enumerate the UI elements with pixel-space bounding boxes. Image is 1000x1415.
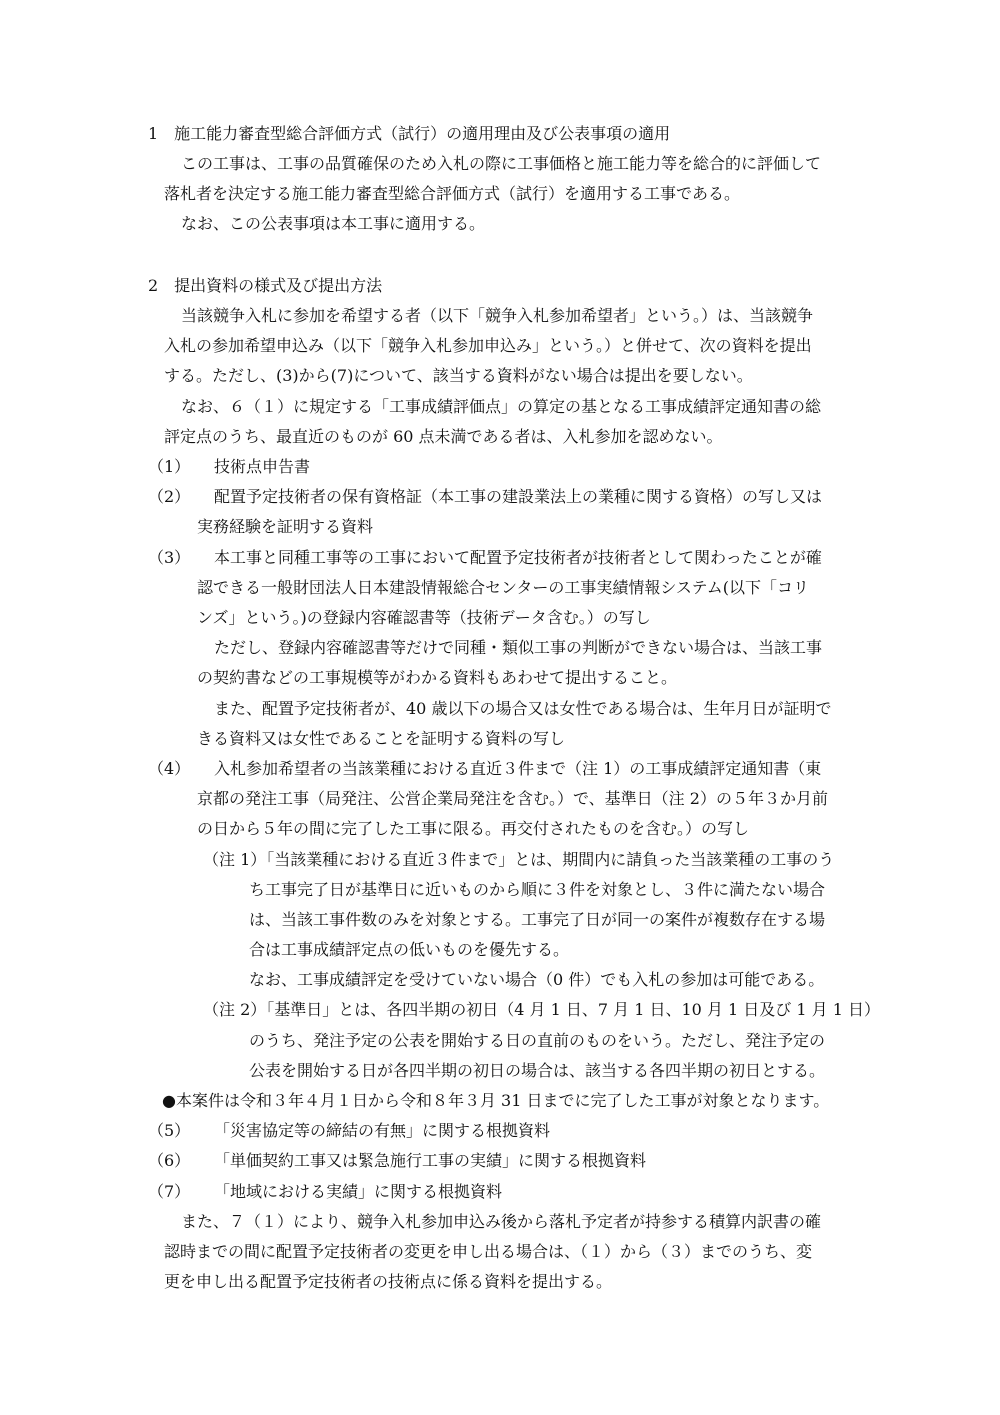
item-5-line-1: 「災害協定等の締結の有無」に関する根拠資料: [214, 1121, 551, 1140]
item-2-number: （2）: [148, 487, 191, 506]
item-3-line-5: の契約書などの工事規模等がわかる資料もあわせて提出すること。: [197, 668, 678, 687]
item-3-line-2: 認できる一般財団法人日本建設情報総合センターの工事実績情報システム(以下「コリ: [197, 578, 810, 597]
section-2-paragraph-1-line-3: する。ただし、(3)から(7)について、該当する資料がない場合は提出を要しない。: [164, 366, 753, 385]
section-2-paragraph-3-line-2: 認時までの間に配置予定技術者の変更を申し出る場合は、（１）から（３）までのうち、変: [164, 1242, 813, 1261]
target-period-notice: ●本案件は令和３年４月１日から令和８年３月 31 日までに完了した工事が対象となります。: [162, 1091, 830, 1110]
section-2-paragraph-1-line-1: 当該競争入札に参加を希望する者（以下「競争入札参加希望者」という。）は、当該競争: [181, 306, 814, 325]
item-4-line-2: 京都の発注工事（局発注、公営企業局発注を含む。）で、基準日（注 2）の５年３か月前: [197, 789, 828, 808]
item-5-number: （5）: [148, 1121, 191, 1140]
note-1-line-1: （注 1）「当該業種における直近３件まで」とは、期間内に請負った当該業種の工事のう: [203, 850, 835, 869]
item-4-number: （4）: [148, 759, 191, 778]
note-1-line-3: は、当該工事件数のみを対象とする。工事完了日が同一の案件が複数存在する場: [249, 910, 826, 929]
note-1-line-5: なお、工事成績評定を受けていない場合（0 件）でも入札の参加は可能である。: [249, 970, 825, 989]
item-3-line-6: また、配置予定技術者が、40 歳以下の場合又は女性である場合は、生年月日が証明で: [214, 699, 832, 718]
note-2-line-3: 公表を開始する日が各四半期の初日の場合は、該当する各四半期の初日とする。: [249, 1061, 826, 1080]
section-2-paragraph-2-line-1: なお、６（１）に規定する「工事成績評価点」の算定の基となる工事成績評定通知書の総: [181, 397, 822, 416]
item-1-line-1: 技術点申告書: [214, 457, 311, 476]
item-2-line-1: 配置予定技術者の保有資格証（本工事の建設業法上の業種に関する資格）の写し又は: [214, 487, 823, 506]
note-2-line-1: （注 2）「基準日」とは、各四半期の初日（4 月 1 日、7 月 1 日、10 月 1 日及び 1 月 1 日）: [203, 1000, 881, 1019]
section-1-paragraph-2: なお、この公表事項は本工事に適用する。: [181, 214, 486, 233]
section-2-heading: 2 提出資料の様式及び提出方法: [148, 276, 383, 295]
item-3-line-4: ただし、登録内容確認書等だけで同種・類似工事の判断ができない場合は、当該工事: [214, 638, 823, 657]
note-1-line-4: 合は工事成績評定点の低いものを優先する。: [249, 940, 570, 959]
note-2-line-2: のうち、発注予定の公表を開始する日の直前のものをいう。ただし、発注予定の: [249, 1031, 826, 1050]
section-2-paragraph-1-line-2: 入札の参加希望申込み（以下「競争入札参加申込み」という。）と併せて、次の資料を提出: [164, 336, 812, 355]
section-1-heading: 1 施工能力審査型総合評価方式（試行）の適用理由及び公表事項の適用: [148, 124, 671, 143]
item-7-number: （7）: [148, 1182, 191, 1201]
item-6-line-1: 「単価契約工事又は緊急施行工事の実績」に関する根拠資料: [214, 1151, 647, 1170]
item-4-line-1: 入札参加希望者の当該業種における直近３件まで（注 1）の工事成績評定通知書（東: [214, 759, 822, 778]
section-1-paragraph-1-line-2: 落札者を決定する施工能力審査型総合評価方式（試行）を適用する工事である。: [164, 184, 741, 203]
item-6-number: （6）: [148, 1151, 191, 1170]
item-1-number: （1）: [148, 457, 191, 476]
item-3-line-7: きる資料又は女性であることを証明する資料の写し: [197, 729, 566, 748]
note-1-line-2: ち工事完了日が基準日に近いものから順に３件を対象とし、３件に満たない場合: [249, 880, 826, 899]
item-2-line-2: 実務経験を証明する資料: [197, 517, 374, 536]
item-3-line-3: ンズ」という。)の登録内容確認書等（技術データ含む。）の写し: [197, 608, 651, 627]
section-2-paragraph-3-line-1: また、７（１）により、競争入札参加申込み後から落札予定者が持参する積算内訳書の確: [181, 1212, 822, 1231]
item-3-number: （3）: [148, 548, 191, 567]
item-3-line-1: 本工事と同種工事等の工事において配置予定技術者が技術者として関わったことが確: [214, 548, 822, 567]
section-2-paragraph-2-line-2: 評定点のうち、最直近のものが 60 点未満である者は、入札参加を認めない。: [164, 427, 723, 446]
item-7-line-1: 「地域における実績」に関する根拠資料: [214, 1182, 503, 1201]
section-1-paragraph-1-line-1: この工事は、工事の品質確保のため入札の際に工事価格と施工能力等を総合的に評価して: [181, 154, 822, 173]
item-4-line-3: の日から５年の間に完了した工事に限る。再交付されたものを含む。）の写し: [197, 819, 750, 838]
section-2-paragraph-3-line-3: 更を申し出る配置予定技術者の技術点に係る資料を提出する。: [164, 1272, 613, 1291]
